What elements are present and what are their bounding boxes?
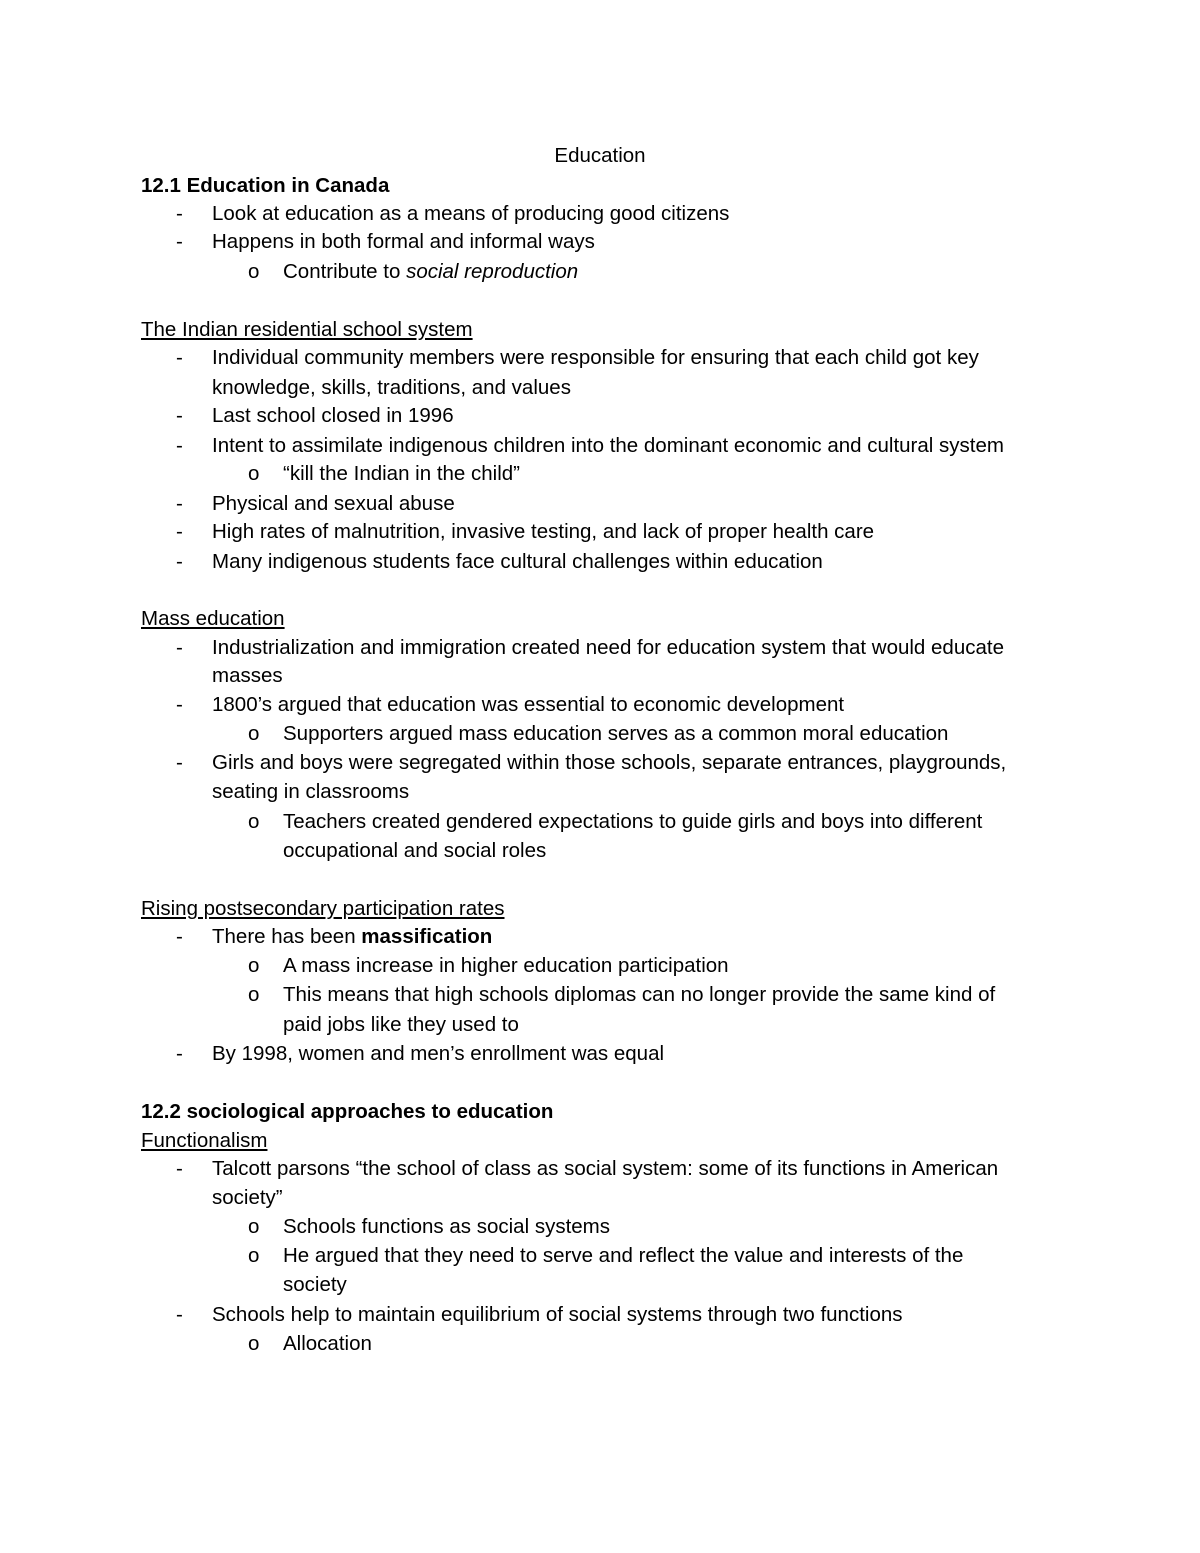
sub-list-item-continuation: paid jobs like they used to xyxy=(283,1013,519,1036)
bullet-marker: o xyxy=(248,954,260,977)
bullet-marker: o xyxy=(248,260,260,283)
list-item: Last school closed in 1996 xyxy=(212,404,454,427)
list-item: Industrialization and immigration created need for education system that would educate xyxy=(212,636,1004,659)
list-item-continuation: society” xyxy=(212,1186,283,1209)
sub-list-item xyxy=(283,262,578,283)
list-item: By 1998, women and men’s enrollment was equal xyxy=(212,1042,665,1065)
list-item: Physical and sexual abuse xyxy=(212,492,455,515)
list-item: Look at education as a means of producing good citizens xyxy=(212,202,730,225)
dash-marker: - xyxy=(176,1042,183,1065)
list-item: High rates of malnutrition, invasive testing, and lack of proper health care xyxy=(212,520,875,543)
document-title: Education xyxy=(554,144,646,167)
dash-marker: - xyxy=(176,693,183,716)
dash-marker: - xyxy=(176,751,183,774)
dash-marker: - xyxy=(176,492,183,515)
dash-marker: - xyxy=(176,202,183,225)
bullet-marker: o xyxy=(248,462,260,485)
dash-marker: - xyxy=(176,404,183,427)
list-item: Schools help to maintain equilibrium of social systems through two functions xyxy=(212,1303,903,1326)
dash-marker: - xyxy=(176,520,183,543)
list-item-continuation: seating in classrooms xyxy=(212,780,410,803)
sub-list-item-continuation: society xyxy=(283,1273,347,1296)
dash-marker: - xyxy=(176,636,183,659)
list-item: Many indigenous students face cultural challenges within education xyxy=(212,550,823,573)
sub-list-item-continuation: occupational and social roles xyxy=(283,839,547,862)
dash-marker: - xyxy=(176,230,183,253)
bold-term: massification xyxy=(361,925,493,948)
bullet-marker: o xyxy=(248,983,260,1006)
list-item: Individual community members were responsible for ensuring that each child got key xyxy=(212,346,979,369)
dash-marker: - xyxy=(176,1157,183,1180)
section-heading-12-2: 12.2 sociological approaches to education xyxy=(141,1100,554,1123)
list-item-text: There has been xyxy=(212,925,362,948)
sub-list-item: Allocation xyxy=(283,1332,372,1355)
sub-list-item: This means that high schools diplomas can no longer provide the same kind of xyxy=(283,983,996,1006)
bullet-marker: o xyxy=(248,1244,260,1267)
list-item-continuation: masses xyxy=(212,664,283,687)
sub-list-item: He argued that they need to serve and reflect the value and interests of the xyxy=(283,1244,964,1267)
bullet-marker: o xyxy=(248,1332,260,1355)
subheading-mass-education: Mass education xyxy=(141,607,285,630)
sub-list-item-text: Contribute to xyxy=(283,260,407,283)
emphasis-term: social reproduction xyxy=(406,260,579,283)
bullet-marker: o xyxy=(248,810,260,833)
dash-marker: - xyxy=(176,346,183,369)
bullet-marker: o xyxy=(248,722,260,745)
list-item: 1800’s argued that education was essential to economic development xyxy=(212,693,845,716)
subheading-functionalism: Functionalism xyxy=(141,1129,268,1152)
sub-list-item: A mass increase in higher education participation xyxy=(283,954,729,977)
list-item: Talcott parsons “the school of class as social system: some of its functions in American xyxy=(212,1157,999,1180)
bullet-marker: o xyxy=(248,1215,260,1238)
list-item: Girls and boys were segregated within those schools, separate entrances, playgrounds, xyxy=(212,751,1007,774)
dash-marker: - xyxy=(176,550,183,573)
list-item-continuation: knowledge, skills, traditions, and values xyxy=(212,376,571,399)
sub-list-item: Teachers created gendered expectations to guide girls and boys into different xyxy=(283,810,983,833)
list-item: Happens in both formal and informal ways xyxy=(212,230,595,253)
section-heading-12-1: 12.1 Education in Canada xyxy=(141,174,390,197)
list-item xyxy=(212,927,492,948)
sub-list-item: “kill the Indian in the child” xyxy=(283,462,521,485)
sub-list-item: Supporters argued mass education serves as a common moral education xyxy=(283,722,949,745)
subheading-residential-schools: The Indian residential school system xyxy=(141,318,473,341)
dash-marker: - xyxy=(176,925,183,948)
dash-marker: - xyxy=(176,434,183,457)
subheading-rising-participation: Rising postsecondary participation rates xyxy=(141,897,505,920)
dash-marker: - xyxy=(176,1303,183,1326)
list-item: Intent to assimilate indigenous children into the dominant economic and cultural system xyxy=(212,434,1004,457)
sub-list-item: Schools functions as social systems xyxy=(283,1215,610,1238)
